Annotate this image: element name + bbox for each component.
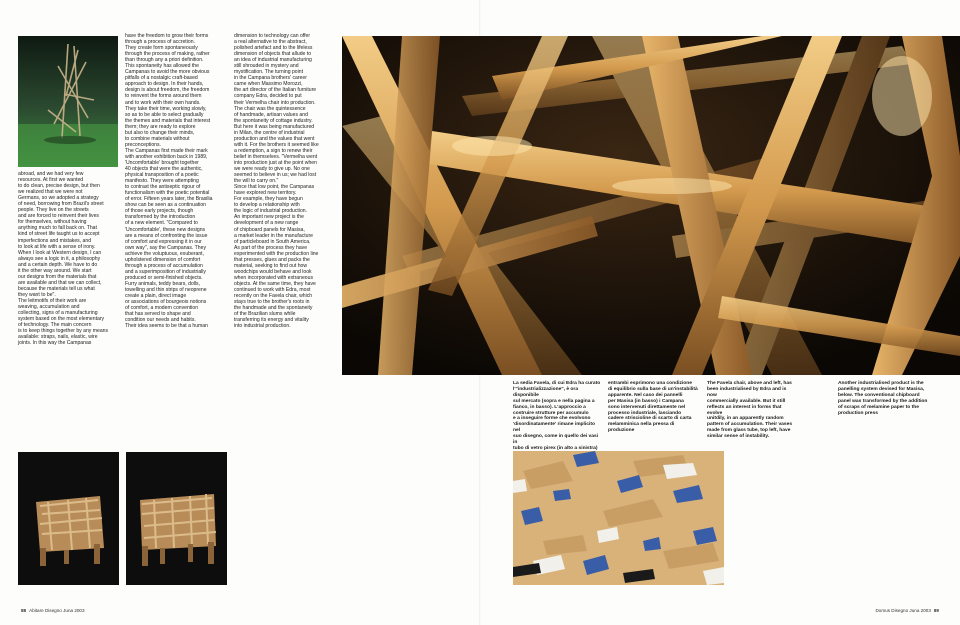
folio-left (18, 608, 85, 613)
favela-chair-detail-photo (342, 36, 960, 375)
favela-chair-photo-side (126, 452, 227, 585)
page-number-right: 89 (933, 608, 939, 613)
folio-magazine-left: Abitare Disegno Juna 2003 (29, 608, 85, 613)
glass-vase-photo (18, 36, 118, 167)
body-text: abroad, and we had very few resources. At first we wanted to do clean, precise design, but then we realized that we were not Germans, so we adopted a strategy of need, borrowing from Brazil's street people. They live on the streets and are forced to reinvent their lives for themselves, without having anything much to fall back on. That kind of street life taught us to accept imperfections and mistakes, and to look at life with a sense of irony. When I look at Western design, I can always see a logic in it, a philosophy and a certain depth. We have to do it the other way around. We start our designs from the materials that are available and that we can collect, because the materials tell us what they want to be". The leitmotifs of their work are weaving, accumulation and collecting, signs of a manufacturing system based on the most elementary of technology. The main concern is to keep things together by any means available: straps, nails, elastic, wire joints. In this way the Campanas (18, 171, 109, 347)
caption-english-1: The Favela chair, above and left, has been industrialised by Edra and is now commercially available. But it still reflects an interest in forms that evolve unitdily, in an apparently random pattern of accumulation. Their vases made from glass tube, top left, have similar sense of instability. (707, 381, 793, 440)
folio-right (875, 608, 942, 613)
caption-italian-1: La sedia Favela, di cui Edra ha curato l'"industrializzazione", è ora disponibile sul mercato (sopra e nella pagina a fianco, in basso). L'approccio a costruire strutture per accumulo e a inseguire forme che evolvono 'disordinatamente' rimane implicito nel suo disegno, come in quello dei vasi in tubo di vetro pirex (in alto a sinistra) (513, 381, 601, 451)
folio-magazine-right: Domus Disegno Juna 2003 (875, 608, 931, 613)
body-text: have the freedom to grow their forms through a process of accretion. They create form spontaneously through the process of making, rather than through any a priori definition. This spontaneity has allowed the Campanas to avoid the more obvious pitfalls of a nostalgic craft-based approach to design. In their hands, design is about freedom, the freedom to reinvent the forms around them and to work with their own hands. They take their time, working slowly, so as to be able to select gradually the themes and materials that interest them; they are ready to explore but also to change their minds, to combine materials without preconceptions. The Campanas first made their mark with another exhibition back in 1989, 'Uncomfortable' brought together 40 objects that were the authentic, physical transposition of a poetic manifesto. They were attempting to contrast the antiseptic rigour of functionalism with the poetic potential of error. Fifteen years later, the Brasilia show can be seen as a continuation of those early projects, though transformed by the introduction of a new element. "Compared to 'Uncomfortable', these new designs are a means of confronting the issue of comfort and expressing it in our own way", say the Campanas. They achieve the voluptuous, exuberant, upholstered dimension of comfort through a process of accumulation and a superimposition of industrially produced or semi-finished objects. Furry animals, teddy bears, dolls, towelling and thin strips of neoprene create a plain, direct image or associations of bourgeois notions of comfort, a modern convention that has served to shape and condition our needs and habits. Their idea seems to be that a human (125, 33, 213, 330)
caption-italian-2: entrambi esprimono una condizione di equilibrio sulla base di un'instabilità apparente. Nel caso dei pannelli per Masisa (in basso) i Campana sono intervenuti direttamente nel processo industriale, lasciando cadere striscioline di scarto di carta melamminica nella pressa di produzione (608, 381, 698, 434)
masisa-panel-photo (513, 451, 724, 585)
body-text: dimension to technology can offer a real alternative to the abstract, polished artefact and to the lifeless dimension of objects that allude to an idea of industrial manufacturing still shrouded in mystery and mystification. The turning point in the Campana brothers' career came when Massimo Morozzi, the art director of the Italian furniture company Edra, decided to put their Vermelha chair into production. The chair was the quintessence of handmade, artisan values and the spontaneity of cottage industry. But here it was being manufactured in Milan, the centre of industrial production and the values that went with it. For the brothers it seemed like a redemption, a sign to renew their belief in themselves. "Vermelha went into production just at the point when we were ready to give up. No one seemed to believe in us; we had lost the will to carry on." Since that low point, the Campanas have explored new territory. For example, they have begun to develop a relationship with the logic of industrial production. An important new project is the development of a new range of chipboard panels for Masisa, a market leader in the manufacture of particleboard in South America. As part of the process they have experimented with the production line that presses, glues and packs the material, seeking to find out how woodchips would behave and look when incorporated with extraneous objects. At the same time, they have continued to work with Edra, most recently on the Favela chair, which stays true to the brother's roots in the handmade and the spontaneity of the Brazilian slums while transferring its energy and vitality into industrial production. (234, 33, 319, 330)
body-text-column-2 (125, 33, 228, 383)
body-text-column-1 (18, 171, 118, 371)
page-number-left: 88 (21, 608, 27, 613)
favela-chair-photo-front (18, 452, 119, 585)
body-text-column-3 (234, 33, 335, 383)
caption-english-2: Another industrialised product is the panelling system devised for Masisa, below. The conventional chipboard panel was transformed by the addition of scraps of melamine paper to the production press (838, 381, 928, 416)
